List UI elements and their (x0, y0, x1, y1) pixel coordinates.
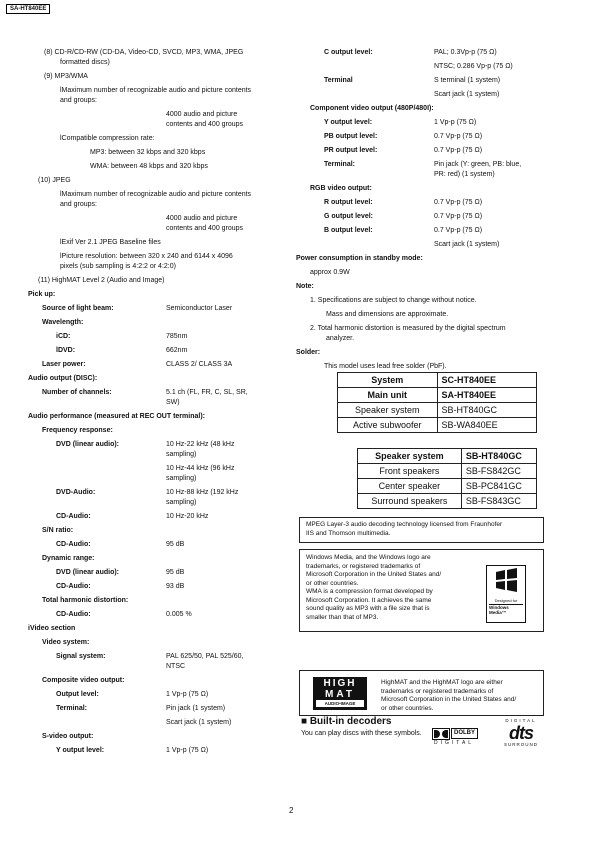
windows-logo-designed: Designed for (494, 598, 518, 603)
wma-notice-line: Windows Media, and the Windows logo are (306, 554, 431, 561)
speaker-table-cell: SB-HT840GC (461, 449, 536, 464)
spec-line: (8) CD-R/CD-RW (CD-DA, Video-CD, SVCD, MP3, WMA, JPEG (44, 49, 244, 56)
spec-line: PAL 625/50, PAL 525/60, (166, 653, 244, 660)
spec-line: S terminal (1 system) (434, 77, 501, 84)
highmat-logo-mid: MAT (325, 689, 355, 700)
spec-line: 1 Vp-p (75 Ω) (166, 691, 209, 698)
highmat-notice-line: trademarks or registered trademarks of (381, 687, 494, 695)
speaker-table-cell: Surround speakers (358, 494, 462, 509)
decoders-title: ■ Built-in decoders (301, 716, 392, 727)
wma-notice-line: sound quality as MP3 with a file size that is (306, 605, 430, 612)
speaker-table-cell: SB-FS842GC (461, 464, 536, 479)
speaker-table-cell: Front speakers (358, 464, 462, 479)
spec-line: Solder: (296, 349, 321, 356)
spec-line: 95 dB (166, 569, 185, 576)
speaker-table-cell: SB-PC841GC (461, 479, 536, 494)
spec-line: C output level: (324, 49, 373, 56)
model-table (337, 372, 537, 433)
spec-line: NTSC; 0.286 Vp-p (75 Ω) (434, 63, 513, 70)
spec-line: (11) HighMAT Level 2 (Audio and Image) (38, 277, 165, 284)
spec-line: MP3: between 32 kbps and 320 kbps (90, 149, 206, 156)
spec-line: R output level: (324, 199, 373, 206)
spec-line: SW) (166, 399, 180, 406)
mpeg-notice (299, 517, 544, 543)
windows-logo-sub: Media™ (489, 610, 507, 615)
spec-line: Dynamic range: (42, 555, 95, 562)
spec-line: 0.7 Vp-p (75 Ω) (434, 199, 483, 206)
spec-line: 2. Total harmonic distortion is measured by the digital spectrum (310, 325, 506, 332)
spec-line: (10) JPEG (38, 177, 71, 184)
spec-line: PR: red) (1 system) (434, 171, 495, 178)
dolby-digital-logo (432, 728, 490, 746)
spec-line: PAL; 0.3Vp-p (75 Ω) (434, 49, 497, 56)
spec-line: 785nm (166, 333, 188, 340)
spec-line: Total harmonic distortion: (42, 597, 129, 604)
spec-line: (9) MP3/WMA (44, 73, 88, 80)
model-table-cell: Main unit (338, 388, 438, 403)
dolby-dd-icon (432, 728, 450, 740)
spec-line: Y output level: (324, 119, 373, 126)
highmat-notice-line: Microsoft Corporation in the United States and/ (381, 696, 517, 703)
spec-line: DVD (linear audio): (56, 569, 120, 576)
spec-line: sampling) (166, 475, 197, 482)
spec-line: Power consumption in standby mode: (296, 255, 423, 262)
spec-line: approx 0.9W (310, 269, 350, 276)
spec-line: 5.1 ch (FL, FR, C, SL, SR, (166, 389, 248, 396)
spec-line: contents and 400 groups (166, 225, 244, 232)
spec-line: RGB video output: (310, 185, 372, 192)
wma-notice-line: smaller than that of MP3. (306, 613, 379, 621)
spec-line: 0.7 Vp-p (75 Ω) (434, 213, 483, 220)
highmat-logo-top: HIGH (323, 678, 357, 689)
spec-line: sampling) (166, 499, 197, 506)
dts-logo (500, 718, 542, 752)
spec-line: 4000 audio and picture (166, 215, 238, 222)
model-table-cell: System (338, 373, 438, 388)
spec-line: Note: (296, 283, 314, 290)
spec-line: 1 Vp-p (75 Ω) (166, 747, 209, 754)
spec-line: and groups: (60, 97, 97, 104)
spec-line: lExif Ver 2.1 JPEG Baseline files (60, 239, 161, 246)
spec-line: 662nm (166, 347, 188, 354)
mpeg-notice-line: MPEG Layer-3 audio decoding technology licensed from Fraunhofer (306, 521, 503, 528)
spec-line: iVideo section (28, 625, 76, 632)
spec-line: PB output level: (324, 133, 378, 140)
spec-line: Signal system: (56, 653, 106, 660)
model-table-cell: SA-HT840EE (437, 388, 537, 403)
spec-line: Component video output (480P/480I): (310, 105, 434, 112)
spec-line: 10 Hz-44 kHz (96 kHz (166, 465, 235, 472)
spec-line: Composite video output: (42, 677, 125, 684)
spec-line: Scart jack (1 system) (434, 91, 500, 98)
speaker-table (357, 448, 537, 509)
spec-line: 1 Vp-p (75 Ω) (434, 119, 477, 126)
spec-line: Laser power: (42, 361, 86, 368)
wma-notice-line: WMA is a compression format developed by (306, 588, 433, 595)
spec-line: lDVD: (56, 347, 76, 354)
spec-line: formatted discs) (60, 59, 110, 66)
spec-line: S-video output: (42, 733, 94, 740)
decoders-subtitle: You can play discs with these symbols. (301, 730, 422, 737)
spec-line: Semiconductor Laser (166, 305, 233, 312)
spec-line: PR output level: (324, 147, 378, 154)
model-table-cell: SB-HT840GC (437, 403, 537, 418)
spec-line: 93 dB (166, 583, 185, 590)
spec-line: CLASS 2/ CLASS 3A (166, 361, 233, 368)
highmat-notice-line: or other countries. (381, 704, 434, 712)
dts-logo-mid: dts (509, 723, 533, 743)
model-table-cell: Active subwoofer (338, 418, 438, 433)
mpeg-notice-line: IIS and Thomson multimedia. (306, 529, 391, 537)
spec-line: Scart jack (1 system) (434, 241, 500, 248)
spec-line: Number of channels: (42, 389, 112, 396)
speaker-table-cell: Center speaker (358, 479, 462, 494)
spec-line: 95 dB (166, 541, 185, 548)
spec-line: WMA: between 48 kbps and 320 kbps (90, 163, 208, 170)
spec-line: Pick up: (28, 291, 56, 298)
spec-line: CD-Audio: (56, 583, 91, 590)
spec-line: sampling) (166, 451, 197, 458)
spec-line: CD-Audio: (56, 513, 91, 520)
spec-line: Terminal (324, 77, 353, 84)
spec-line: Scart jack (1 system) (166, 719, 232, 726)
spec-line: DVD-Audio: (56, 489, 96, 496)
highmat-logo-bottom: AUDIO•IMAGE (316, 700, 364, 707)
spec-line: Terminal: (324, 161, 355, 168)
spec-line: 10 Hz-20 kHz (166, 513, 209, 520)
spec-line: Audio output (DISC): (28, 375, 98, 382)
spec-line: lPicture resolution: between 320 x 240 and 6144 x 4096 (60, 253, 233, 260)
dts-logo-bottom: SURROUND (503, 742, 538, 747)
spec-line: CD-Audio: (56, 541, 91, 548)
wma-notice-line: trademarks, or registered trademarks of (306, 562, 421, 570)
spec-line: Pin jack (Y: green, PB: blue, (434, 161, 522, 168)
spec-line: Frequency response: (42, 427, 113, 434)
windows-media-logo (486, 565, 526, 623)
model-table-cell: SC-HT840EE (437, 373, 537, 388)
windows-logo-name: Windows (489, 605, 509, 610)
spec-line: 1. Specifications are subject to change without notice. (310, 297, 477, 304)
highmat-logo (313, 677, 367, 710)
spec-line: lMaximum number of recognizable audio and picture contents (60, 191, 252, 198)
spec-line: 4000 audio and picture (166, 111, 238, 118)
spec-line: Audio performance (measured at REC OUT terminal): (28, 413, 205, 420)
spec-line: 0.7 Vp-p (75 Ω) (434, 147, 483, 154)
wma-notice-line: Microsoft Corporation in the United States and/ (306, 571, 442, 578)
spec-line: NTSC (166, 663, 186, 670)
spec-line: This model uses lead free solder (PbF). (324, 363, 447, 370)
spec-line: G output level: (324, 213, 373, 220)
spec-line: CD-Audio: (56, 611, 91, 618)
wma-notice-line: or other countries. (306, 579, 359, 587)
spec-line: DVD (linear audio): (56, 441, 120, 448)
speaker-table-cell: SB-FS843GC (461, 494, 536, 509)
spec-line: lCompatible compression rate: (60, 135, 155, 142)
speaker-table-cell: Speaker system (358, 449, 462, 464)
spec-line: B output level: (324, 227, 373, 234)
spec-line: lMaximum number of recognizable audio and picture contents (60, 87, 252, 94)
spec-line: 0.005 % (166, 611, 192, 618)
spec-line: 0.7 Vp-p (75 Ω) (434, 133, 483, 140)
spec-line: S/N ratio: (42, 527, 74, 534)
model-table-cell: SB-WA840EE (437, 418, 537, 433)
spec-line: Output level: (56, 691, 99, 698)
spec-line: Pin jack (1 system) (166, 705, 226, 712)
wma-notice-line: Microsoft Corporation. It achieves the same (306, 596, 432, 604)
spec-line: contents and 400 groups (166, 121, 244, 128)
spec-line: Y output level: (56, 747, 105, 754)
spec-line: iCD: (56, 333, 71, 340)
page-number: 2 (289, 806, 294, 815)
model-tag: SA-HT840EE (6, 4, 50, 14)
spec-line: pixels (sub sampling is 4:2:2 or 4:2:0) (60, 263, 176, 270)
dts-logo-top: DIGITAL (505, 718, 537, 723)
spec-line: analyzer. (326, 335, 355, 342)
model-table-cell: Speaker system (338, 403, 438, 418)
highmat-notice-line: HighMAT and the HighMAT logo are either (381, 679, 503, 686)
spec-line: 10 Hz-22 kHz (48 kHz (166, 441, 235, 448)
spec-line: Wavelength: (42, 319, 84, 326)
spec-line: 0.7 Vp-p (75 Ω) (434, 227, 483, 234)
spec-line: 10 Hz-88 kHz (192 kHz (166, 489, 239, 496)
spec-line: Source of light beam: (42, 305, 114, 312)
spec-line: Video system: (42, 639, 90, 646)
spec-line: Mass and dimensions are approximate. (326, 311, 449, 318)
spec-line: and groups: (60, 201, 97, 208)
dolby-logo-text: DOLBY (451, 728, 478, 739)
dolby-logo-digital: DIGITAL (434, 740, 475, 746)
spec-line: Terminal: (56, 705, 87, 712)
windows-flag-icon (487, 566, 525, 596)
